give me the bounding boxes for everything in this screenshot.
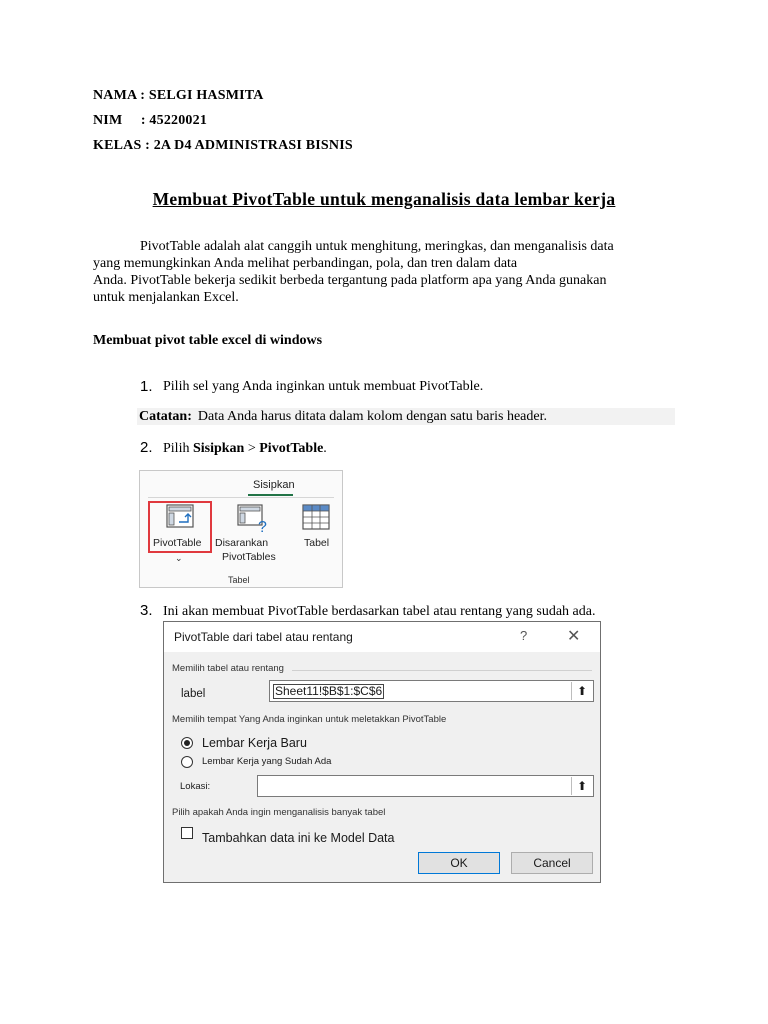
step-2-text [163,441,327,457]
intro-line-2: yang memungkinkan Anda melihat perbandingan, pola, dan tren dalam data [93,256,518,271]
group-label-tabel: Tabel [228,575,250,585]
pivottable-icon[interactable] [166,504,196,530]
intro-line-3: Anda. PivotTable bekerja sedikit berbeda tergantung pada platform apa yang Anda gunakan [93,273,607,288]
section-placement: Memilih tempat Yang Anda inginkan untuk meletakkan PivotTable [172,714,447,725]
step-3-text: Ini akan membuat PivotTable berdasarkan tabel atau rentang yang sudah ada. [163,604,596,619]
close-icon[interactable]: ✕ [567,628,581,645]
chevron-down-icon[interactable]: ⌄ [175,553,183,563]
recommended-label-1[interactable]: Disarankan [215,537,269,549]
step-2-arrow: > [244,441,260,456]
add-to-data-model-label[interactable]: Tambahkan data ini ke Model Data [202,831,395,845]
help-icon[interactable]: ? [520,628,528,643]
dialog-title: PivotTable dari tabel atau rentang [174,630,353,644]
section-select-range: Memilih tabel atau rentang [172,663,284,674]
ribbon-divider [148,497,334,498]
intro-line-1: PivotTable adalah alat canggih untuk menghitung, meringkas, dan menganalisis data [140,239,614,254]
location-input[interactable] [257,775,594,797]
step-2-post: . [323,441,327,456]
pivottable-label[interactable]: PivotTable [153,537,202,549]
note-text: Data Anda harus ditata dalam kolom dengan satu baris header. [197,409,548,424]
option-new-worksheet[interactable]: Lembar Kerja Baru [202,736,307,750]
student-nim: NIM : 45220021 [93,113,208,128]
table-label[interactable]: Tabel [304,537,330,549]
location-label: Lokasi: [180,781,211,792]
cancel-button[interactable]: Cancel [511,852,593,874]
table-icon[interactable] [302,504,332,532]
ribbon-screenshot [139,470,343,588]
step-1-text: Pilih sel yang Anda inginkan untuk membuat PivotTable. [163,379,484,394]
collapse-location-icon[interactable]: ⬆ [571,777,592,795]
step-1-number: 1. [140,378,153,395]
table-range-label: label [181,688,206,700]
pivottable-dialog [163,621,601,883]
ok-button[interactable]: OK [418,852,500,874]
svg-text:?: ? [258,519,267,534]
step-2-pre: Pilih [163,441,193,456]
radio-new-worksheet[interactable] [181,737,193,749]
dialog-titlebar [164,622,600,652]
option-existing-worksheet[interactable]: Lembar Kerja yang Sudah Ada [202,756,332,767]
intro-line-4: untuk menjalankan Excel. [93,290,239,305]
note-label: Catatan: [139,409,192,424]
table-range-value: Sheet11!$B$1:$C$6 [275,684,383,698]
section-divider [292,670,592,671]
page-title: Membuat PivotTable untuk menganalisis data lembar kerja [152,189,616,209]
step-2-pivottable: PivotTable [259,441,324,456]
collapse-dialog-icon[interactable]: ⬆ [571,682,592,700]
table-range-input[interactable] [269,680,594,702]
step-2-number: 2. [140,439,153,456]
intro-paragraph [93,238,678,306]
add-to-data-model-checkbox[interactable] [181,827,193,839]
ribbon-tab-sisipkan[interactable]: Sisipkan [253,479,295,491]
recommended-label-2[interactable]: PivotTables [222,551,276,563]
recommended-pivottables-icon[interactable] [237,504,271,534]
step-3-number: 3. [140,602,153,619]
student-name: NAMA : SELGI HASMITA [93,88,264,103]
student-class: KELAS : 2A D4 ADMINISTRASI BISNIS [93,138,353,153]
note-box [137,408,675,425]
ribbon-tab-underline [248,494,293,496]
radio-existing-worksheet[interactable] [181,756,193,768]
section-heading: Membuat pivot table excel di windows [93,333,323,348]
step-2-sisipkan: Sisipkan [192,441,245,456]
section-multiple-tables: Pilih apakah Anda ingin menganalisis banyak tabel [172,807,386,818]
